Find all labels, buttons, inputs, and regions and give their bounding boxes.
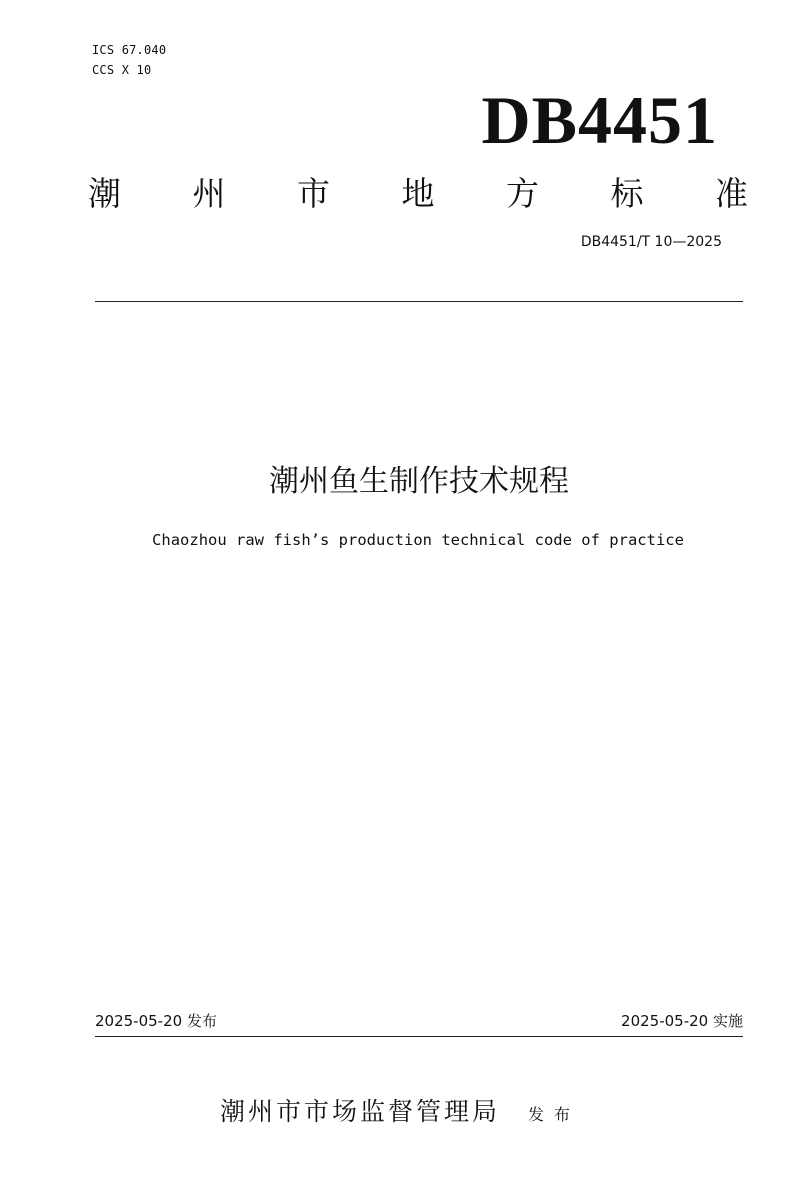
document-title-chinese: 潮州鱼生制作技术规程	[269, 464, 569, 499]
issuer-block	[0, 1092, 800, 1135]
ics-code: ICS 67.040	[92, 43, 167, 57]
standard-type-char: 地	[401, 174, 435, 213]
standard-type-char: 标	[610, 174, 644, 213]
issue-label: 发布	[528, 1105, 581, 1124]
standard-type-char: 准	[715, 174, 748, 213]
issuing-authority: 潮州市市场监督管理局	[219, 1097, 500, 1126]
document-title-english: Chaozhou raw fish’s production technical code of practice	[152, 531, 684, 549]
issue-date: 2025-05-20 发布	[95, 1012, 217, 1030]
header-divider	[95, 301, 743, 302]
standard-type-char: 潮	[88, 174, 121, 213]
ccs-code: CCS X 10	[92, 63, 152, 77]
footer-divider	[95, 1036, 743, 1037]
standard-type-char: 州	[192, 174, 226, 213]
standard-type-heading	[88, 172, 748, 216]
standard-code-heading: DB4451	[481, 82, 718, 158]
standard-type-char: 市	[297, 174, 330, 213]
implementation-date: 2025-05-20 实施	[621, 1012, 743, 1030]
standard-type-char: 方	[506, 174, 539, 213]
standard-number: DB4451/T 10—2025	[580, 234, 722, 250]
